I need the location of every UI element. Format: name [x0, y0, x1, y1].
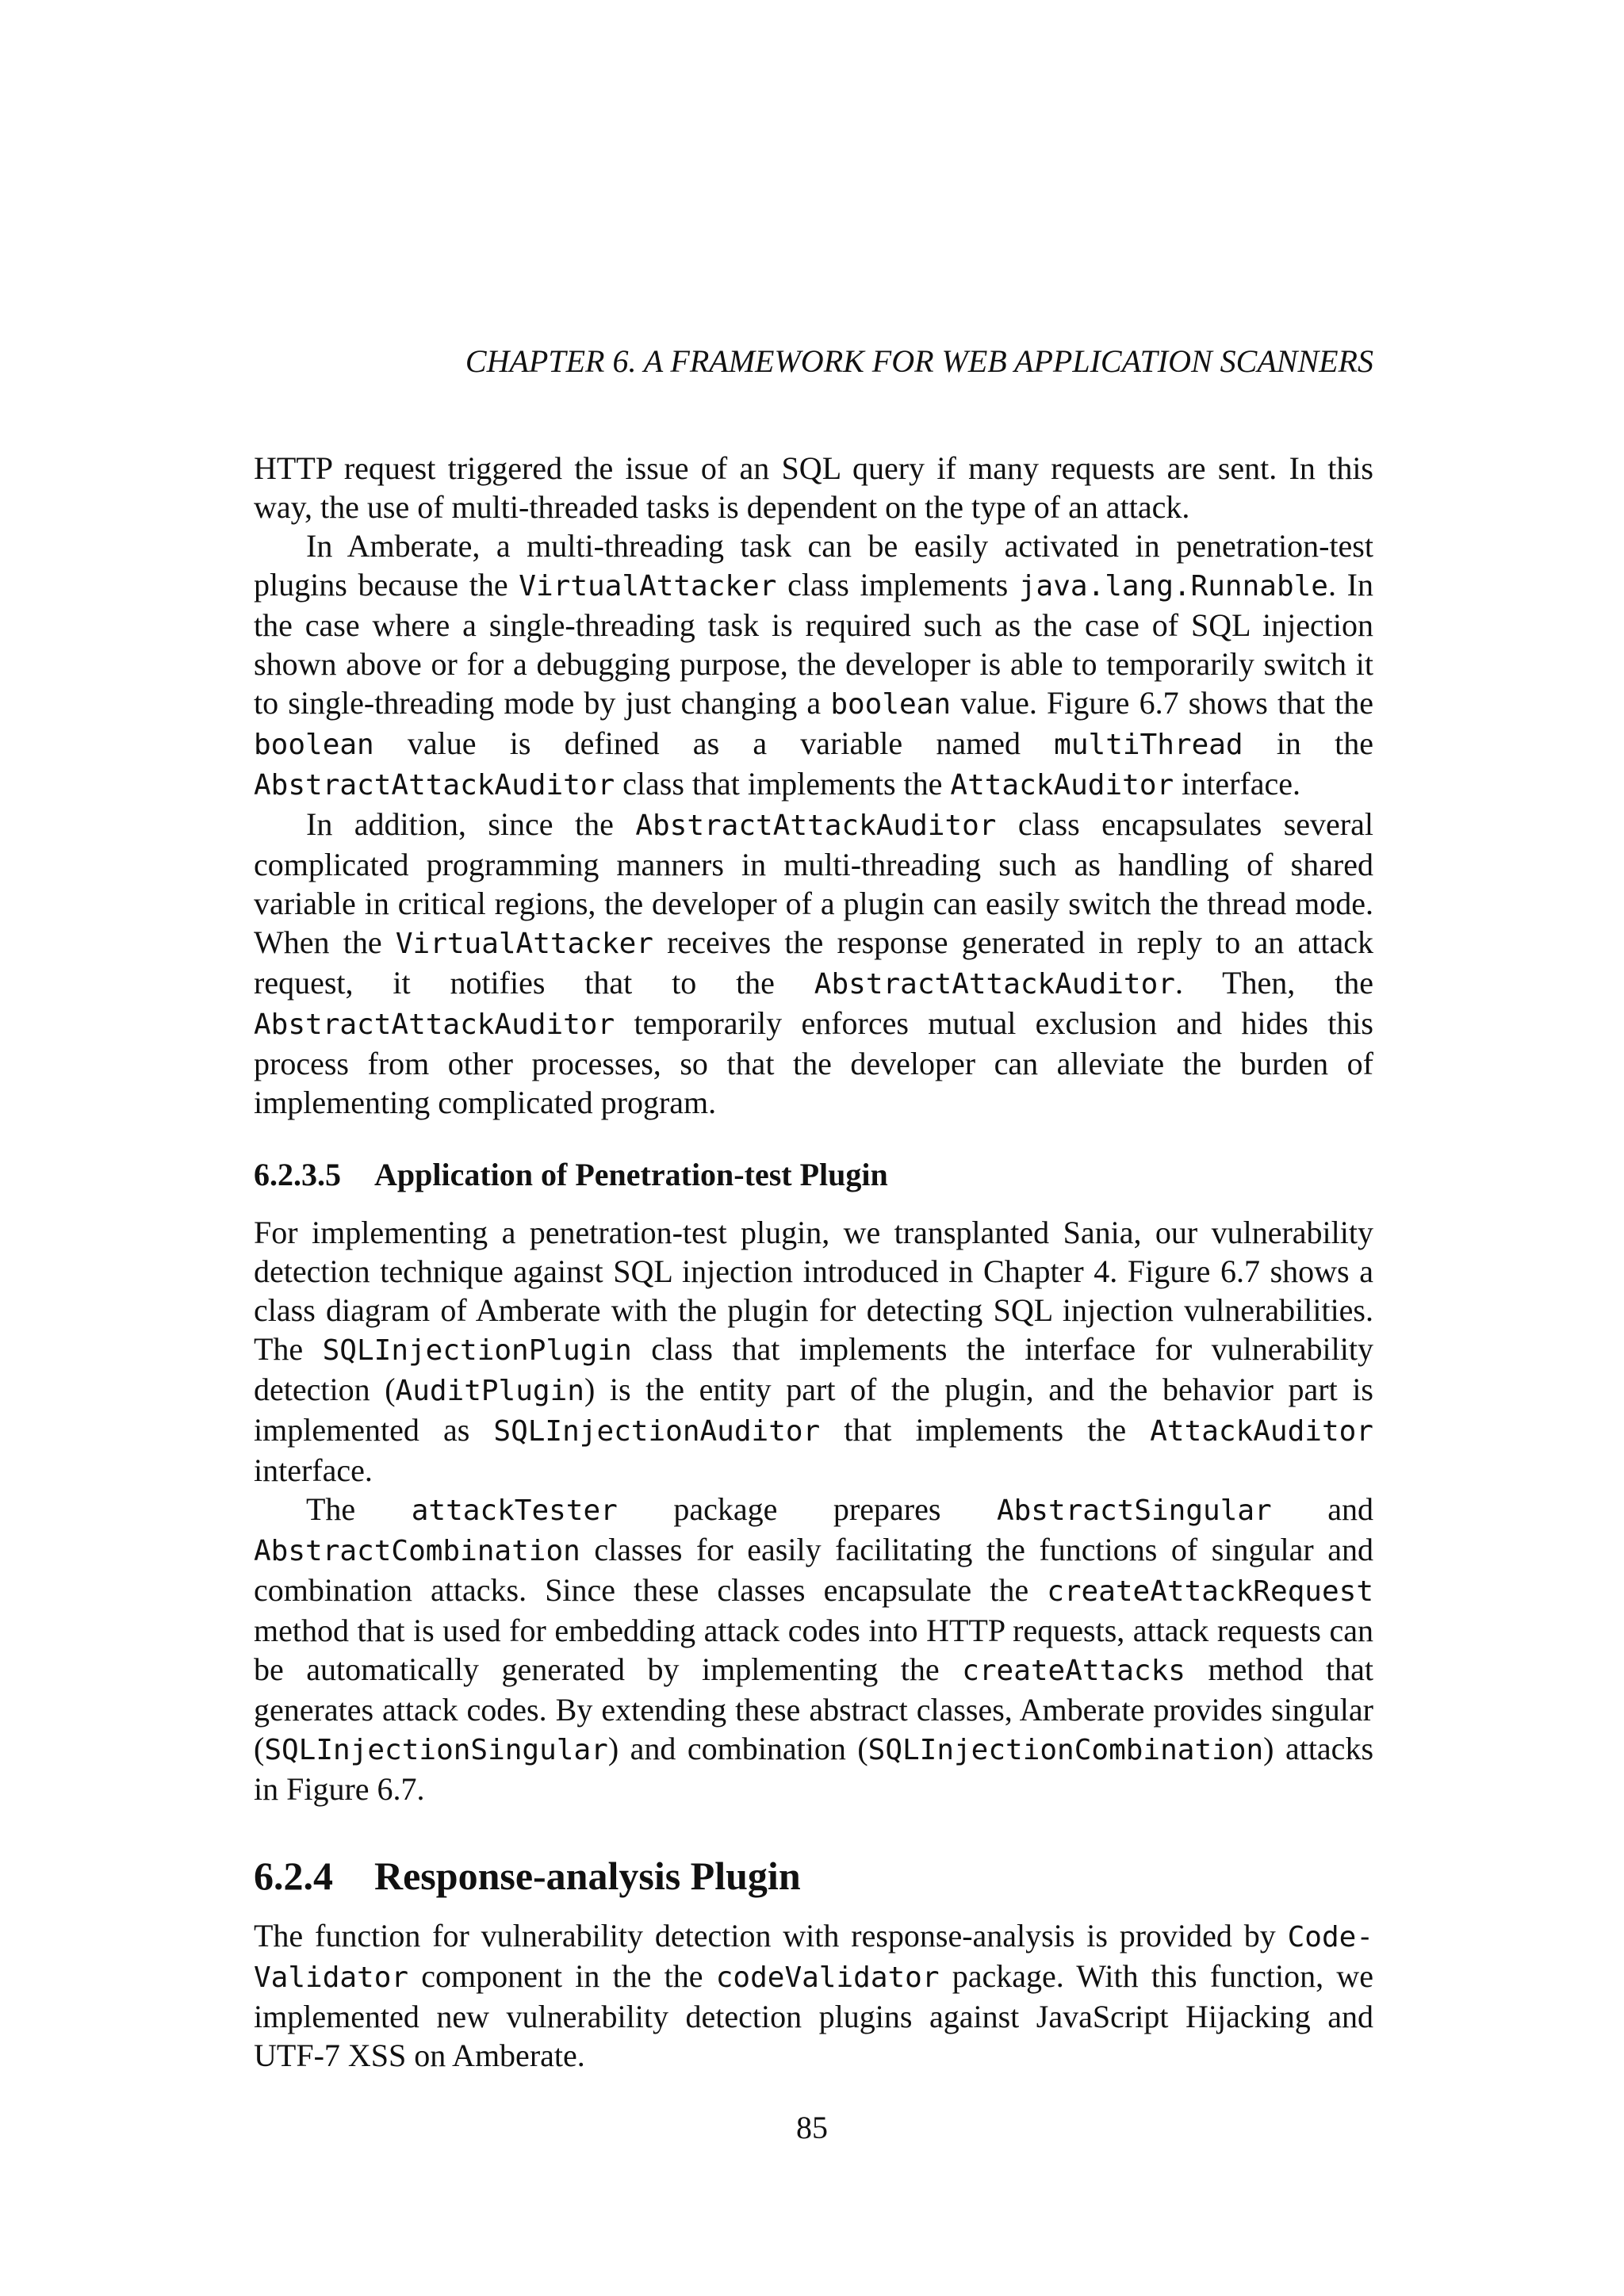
text-span: receives the response generated in reply to an attack request, it notifies that to the: [254, 924, 1373, 1001]
text-span: method that is used for embedding attack codes into HTTP requests, attack requests can be automatically generated by implementing the: [254, 1613, 1373, 1687]
text-span: class implements: [776, 567, 1019, 603]
text-span: that implements the: [820, 1412, 1151, 1448]
text-span: package prepares: [617, 1491, 997, 1527]
code-span: AbstractAttackAuditor: [814, 968, 1175, 1001]
page-number: 85: [796, 2110, 828, 2145]
code-span: VirtualAttacker: [395, 928, 653, 960]
text-span: and: [1271, 1491, 1374, 1527]
paragraph-response-analysis: [254, 1916, 1373, 2075]
text-span: class encapsulates several complicated programming manners in multi-threading such as handling of shared variable in critical regions, the developer of a plugin can easily switch the thread mode. When the: [254, 806, 1373, 960]
code-span: CodeValidator: [254, 1921, 1373, 1994]
code-span: boolean: [830, 688, 952, 721]
code-span: AuditPlugin: [395, 1375, 584, 1407]
code-span: AttackAuditor: [1150, 1415, 1373, 1448]
text-span: interface.: [254, 1452, 373, 1488]
code-span: createAttacks: [962, 1655, 1185, 1687]
section-number: 6.2.4: [254, 1854, 333, 1898]
code-span: AbstractAttackAuditor: [254, 1008, 615, 1041]
section-number: 6.2.3.5: [254, 1157, 341, 1192]
code-span: AbstractCombination: [254, 1535, 580, 1567]
text-span: In addition, since the: [306, 806, 636, 842]
code-span: AbstractSingular: [996, 1494, 1272, 1527]
text-span: value. Figure 6.7 shows that the: [951, 685, 1374, 721]
code-span: java.lang.Runnable: [1018, 570, 1328, 603]
code-span: SQLInjectionCombination: [868, 1734, 1264, 1766]
text-span: . In the case where a single-threading task is required such as the case of SQL injection shown above or for a debugging purpose, the developer is able to temporarily switch it to single-threading mode by just changing a: [254, 567, 1373, 721]
text-span: interface.: [1174, 766, 1301, 802]
code-span: createAttackRequest: [1047, 1575, 1373, 1608]
subsubsection-heading: [254, 1155, 1373, 1194]
code-span: codeValidator: [715, 1961, 940, 1994]
paragraph-auditor-encapsulation: [254, 805, 1373, 1122]
code-span: AbstractAttackAuditor: [254, 769, 615, 802]
text-span: method that generates attack codes. By extending these abstract classes, Amberate provides singular (: [254, 1651, 1373, 1766]
paragraph-multithread-activation: [254, 526, 1373, 805]
text-span: temporarily enforces mutual exclusion and hides this process from other processes, so that the developer can alleviate the burden of implementing complicated program.: [254, 1005, 1373, 1120]
text-span: ) is the entity part of the plugin, and the behavior part is implemented as: [254, 1372, 1373, 1448]
text-span: package. With this function, we implemented new vulnerability detection plugins against JavaScript Hijacking and UTF-7 XSS on Amberate.: [254, 1958, 1373, 2073]
section-title: Response-analysis Plugin: [374, 1854, 801, 1898]
text-span: The function for vulnerability detection with response-analysis is provided by: [254, 1918, 1288, 1954]
paragraph-attack-tester: [254, 1490, 1373, 1808]
text-span: class that implements the interface for vulnerability detection (: [254, 1331, 1373, 1407]
code-span: attackTester: [411, 1494, 618, 1527]
code-span: SQLInjectionAuditor: [493, 1415, 821, 1448]
code-span: boolean: [254, 729, 374, 761]
page-body: [254, 449, 1373, 2075]
paragraph-sania-plugin: [254, 1213, 1373, 1490]
text-span: . Then, the: [1174, 965, 1373, 1001]
code-span: AttackAuditor: [950, 769, 1174, 802]
code-span: SQLInjectionPlugin: [322, 1334, 632, 1367]
running-head: CHAPTER 6. A FRAMEWORK FOR WEB APPLICATION SCANNERS: [465, 343, 1373, 379]
section-title: Application of Penetration-test Plugin: [374, 1157, 888, 1192]
text-span: ) attacks in Figure 6.7.: [254, 1731, 1374, 1807]
code-span: SQLInjectionSingular: [264, 1734, 608, 1766]
text-span: class that implements the: [615, 766, 951, 802]
paragraph-multithread-dependency: [254, 449, 1373, 526]
code-span: AbstractAttackAuditor: [635, 809, 997, 842]
text-span: The: [306, 1491, 412, 1527]
subsection-heading: [254, 1853, 1373, 1899]
text-span: value is defined as a variable named: [373, 725, 1055, 761]
text-span: For implementing a penetration-test plugin, we transplanted Sania, our vulnerability detection technique against SQL injection introduced in Chapter 4. Figure 6.7 shows a class diagram of Amberate with the plugin for detecting SQL injection vulnerabilities. The: [254, 1215, 1373, 1367]
code-span: multiThread: [1054, 729, 1243, 761]
text-span: classes for easily facilitating the functions of singular and combination attacks. Since these classes encapsulate the: [254, 1532, 1373, 1608]
text-span: in the: [1243, 725, 1373, 761]
text-span: HTTP request triggered the issue of an SQL query if many requests are sent. In this way, the use of multi-threaded tasks is dependent on the type of an attack.: [254, 450, 1373, 525]
text-span: In Amberate, a multi-threading task can be easily activated in penetration-test plugins because the: [254, 528, 1373, 603]
text-span: component in the the: [408, 1958, 716, 1994]
text-span: ) and combination (: [607, 1731, 868, 1766]
code-span: VirtualAttacker: [519, 570, 777, 603]
